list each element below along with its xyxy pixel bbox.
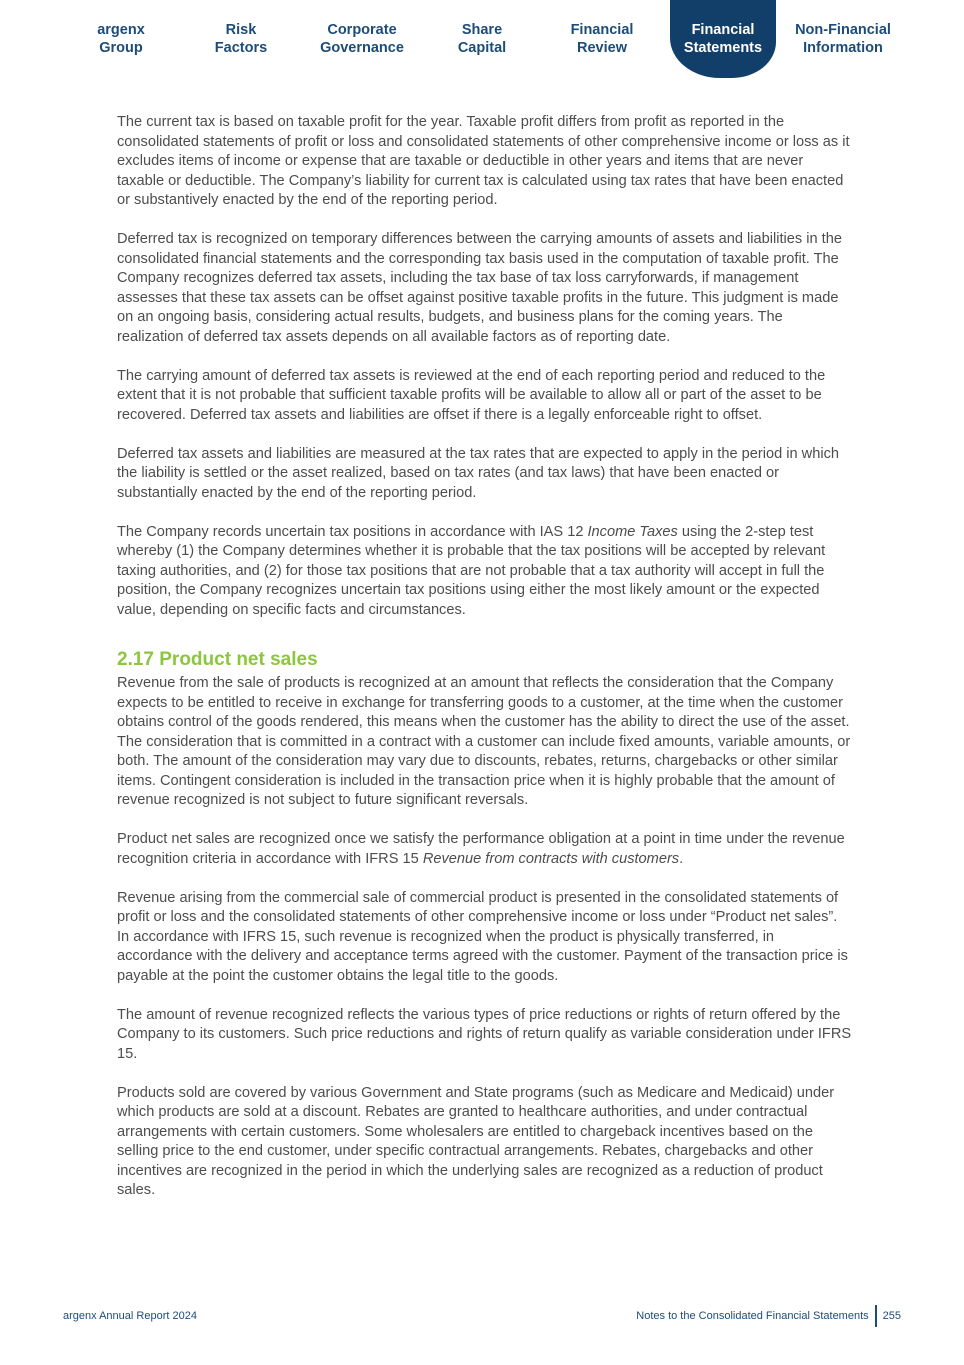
tab-share-capital[interactable]: [422, 17, 542, 61]
top-navigation: [0, 0, 964, 80]
footer-report-title: argenx Annual Report 2024: [63, 1310, 197, 1322]
text-run: using the 2-step test whereby (1) the Company determines whether it is probable that the tax positions will be accepted by relevant taxing authorities, and (2) for those tax positions that are not probable that a tax authority will accept in full the position, the Company recognizes uncertain tax positions using either the most likely amount or the expected value, depending on specific facts and circumstances.: [117, 523, 826, 618]
text-run: Product net sales are recognized once we satisfy the performance obligation at a point in time under the revenue recognition criteria in accordance with IFRS 15: [117, 831, 845, 867]
paragraph-deferred-tax-rates: Deferred tax assets and liabilities are measured at the tax rates that are expected to apply in the period in which the liability is settled or the asset realized, based on tax rates (and tax laws) that have been enacted or substantially enacted by the end of the reporting period.: [117, 445, 839, 501]
tab-non-financial-information[interactable]: [783, 17, 903, 61]
paragraph-uncertain-tax: [117, 523, 852, 621]
tab-label-line1: Non-Financial: [795, 22, 891, 38]
tab-label-line2: Group: [99, 40, 143, 56]
tab-risk-factors[interactable]: [181, 17, 301, 61]
section-heading: 2.17 Product net sales: [117, 649, 318, 670]
tab-financial-review[interactable]: [542, 17, 662, 61]
tab-label-line1: Share: [461, 22, 503, 38]
tab-corporate-governance[interactable]: [302, 17, 422, 61]
tab-label-line1: argenx: [97, 22, 145, 38]
tab-label-line1: Risk: [225, 22, 257, 38]
paragraph-commercial-sale: Revenue arising from the commercial sale of commercial product is presented in the consolidated statements of profit or loss and the consolidated statements of other comprehensive income or loss under “Product net sales”. In accordance with IFRS 15, such revenue is recognized when the product is physically transferred, in accordance with the delivery and acceptance terms agreed with the customer. Payment of the transaction price is payable at the point the customer obtains the legal title to the goods.: [117, 889, 848, 984]
page-number: 255: [882, 1310, 901, 1322]
tab-label-line2: Capital: [457, 40, 507, 56]
footer-section-title: Notes to the Consolidated Financial Statements: [636, 1310, 869, 1322]
paragraph-deferred-tax: Deferred tax is recognized on temporary differences between the carrying amounts of assets and liabilities in the consolidated financial statements and the corresponding tax basis used in the computation of taxable profit. The Company recognizes deferred tax assets, including the tax base of tax loss carryforwards, if management assesses that these tax assets can be offset against positive taxable profits in the future. This judgment is made on an ongoing basis, considering actual results, budgets, and business plans for the coming years. The realization of deferred tax assets depends on all available factors as of reporting date.: [117, 231, 842, 345]
tab-label-line2: Review: [577, 40, 627, 56]
footer-right: [636, 1305, 901, 1327]
italic-standard-name: Revenue from contracts with customers: [422, 850, 680, 867]
tab-label-line1: Financial: [691, 22, 755, 38]
tab-financial-statements[interactable]: [663, 0, 783, 78]
tab-label-line2: Statements: [683, 40, 763, 56]
paragraph-price-reductions: The amount of revenue recognized reflects the various types of price reductions or rights of return offered by the Company to its customers. Such price reductions and rights of return qualify as variable consideration under IFRS 15.: [117, 1006, 852, 1062]
paragraph-government-programs: Products sold are covered by various Government and State programs (such as Medicare and Medicaid) under which products are sold at a discount. Rebates are granted to healthcare authorities, and under contractual arrangements with certain customers. Some wholesalers are entitled to chargeback incentives based on the selling price to the end customer, under specific contractual arrangements. Rebates, chargebacks and other incentives are recognized in the period in which the underlying sales are recognized as a reduction of product sales.: [117, 1084, 835, 1198]
tab-label-line2: Governance: [320, 40, 404, 56]
page-content: [117, 113, 852, 1220]
tab-label-line2: Factors: [214, 40, 268, 56]
tab-argenx-group[interactable]: [61, 17, 181, 61]
tab-label-line2: Information: [803, 40, 883, 56]
paragraph-current-tax: The current tax is based on taxable profit for the year. Taxable profit differs from profit as reported in the consolidated statements of profit or loss and consolidated statements of other comprehensive income or loss as it excludes items of income or expense that are taxable or deductible in other years and items that are never taxable or deductible. The Company’s liability for current tax is calculated using tax rates that have been enacted or substantively enacted by the end of the reporting period.: [117, 114, 850, 208]
italic-standard-name: Income Taxes: [587, 523, 678, 540]
text-run: .: [679, 850, 684, 867]
tab-label-line1: Financial: [570, 22, 634, 38]
paragraph-revenue-recognition: Revenue from the sale of products is recognized at an amount that reflects the consideration that the Company expects to be entitled to receive in exchange for transferring goods to a customer, at the time when the customer obtains control of the goods rendered, this means when the customer has the ability to direct the use of the asset. The consideration that is committed in a contract with a customer can include fixed amounts, variable amounts, or both. The amount of the consideration may vary due to discounts, rebates, returns, chargebacks or other similar items. Contingent consideration is included in the transaction price when it is highly probable that the amount of revenue recognized is not subject to future significant reversals.: [117, 675, 851, 808]
paragraph-deferred-tax-review: The carrying amount of deferred tax assets is reviewed at the end of each reporting period and reduced to the extent that it is not probable that sufficient taxable profits will be available to allow all or part of the asset to be recovered. Deferred tax assets and liabilities are offset if there is a legally enforceable right to offset.: [117, 367, 826, 423]
tab-label-line1: Corporate: [327, 22, 397, 38]
footer-divider: [875, 1305, 877, 1327]
text-run: The Company records uncertain tax positions in accordance with IAS 12: [117, 523, 588, 540]
paragraph-performance-obligation: [117, 830, 852, 869]
